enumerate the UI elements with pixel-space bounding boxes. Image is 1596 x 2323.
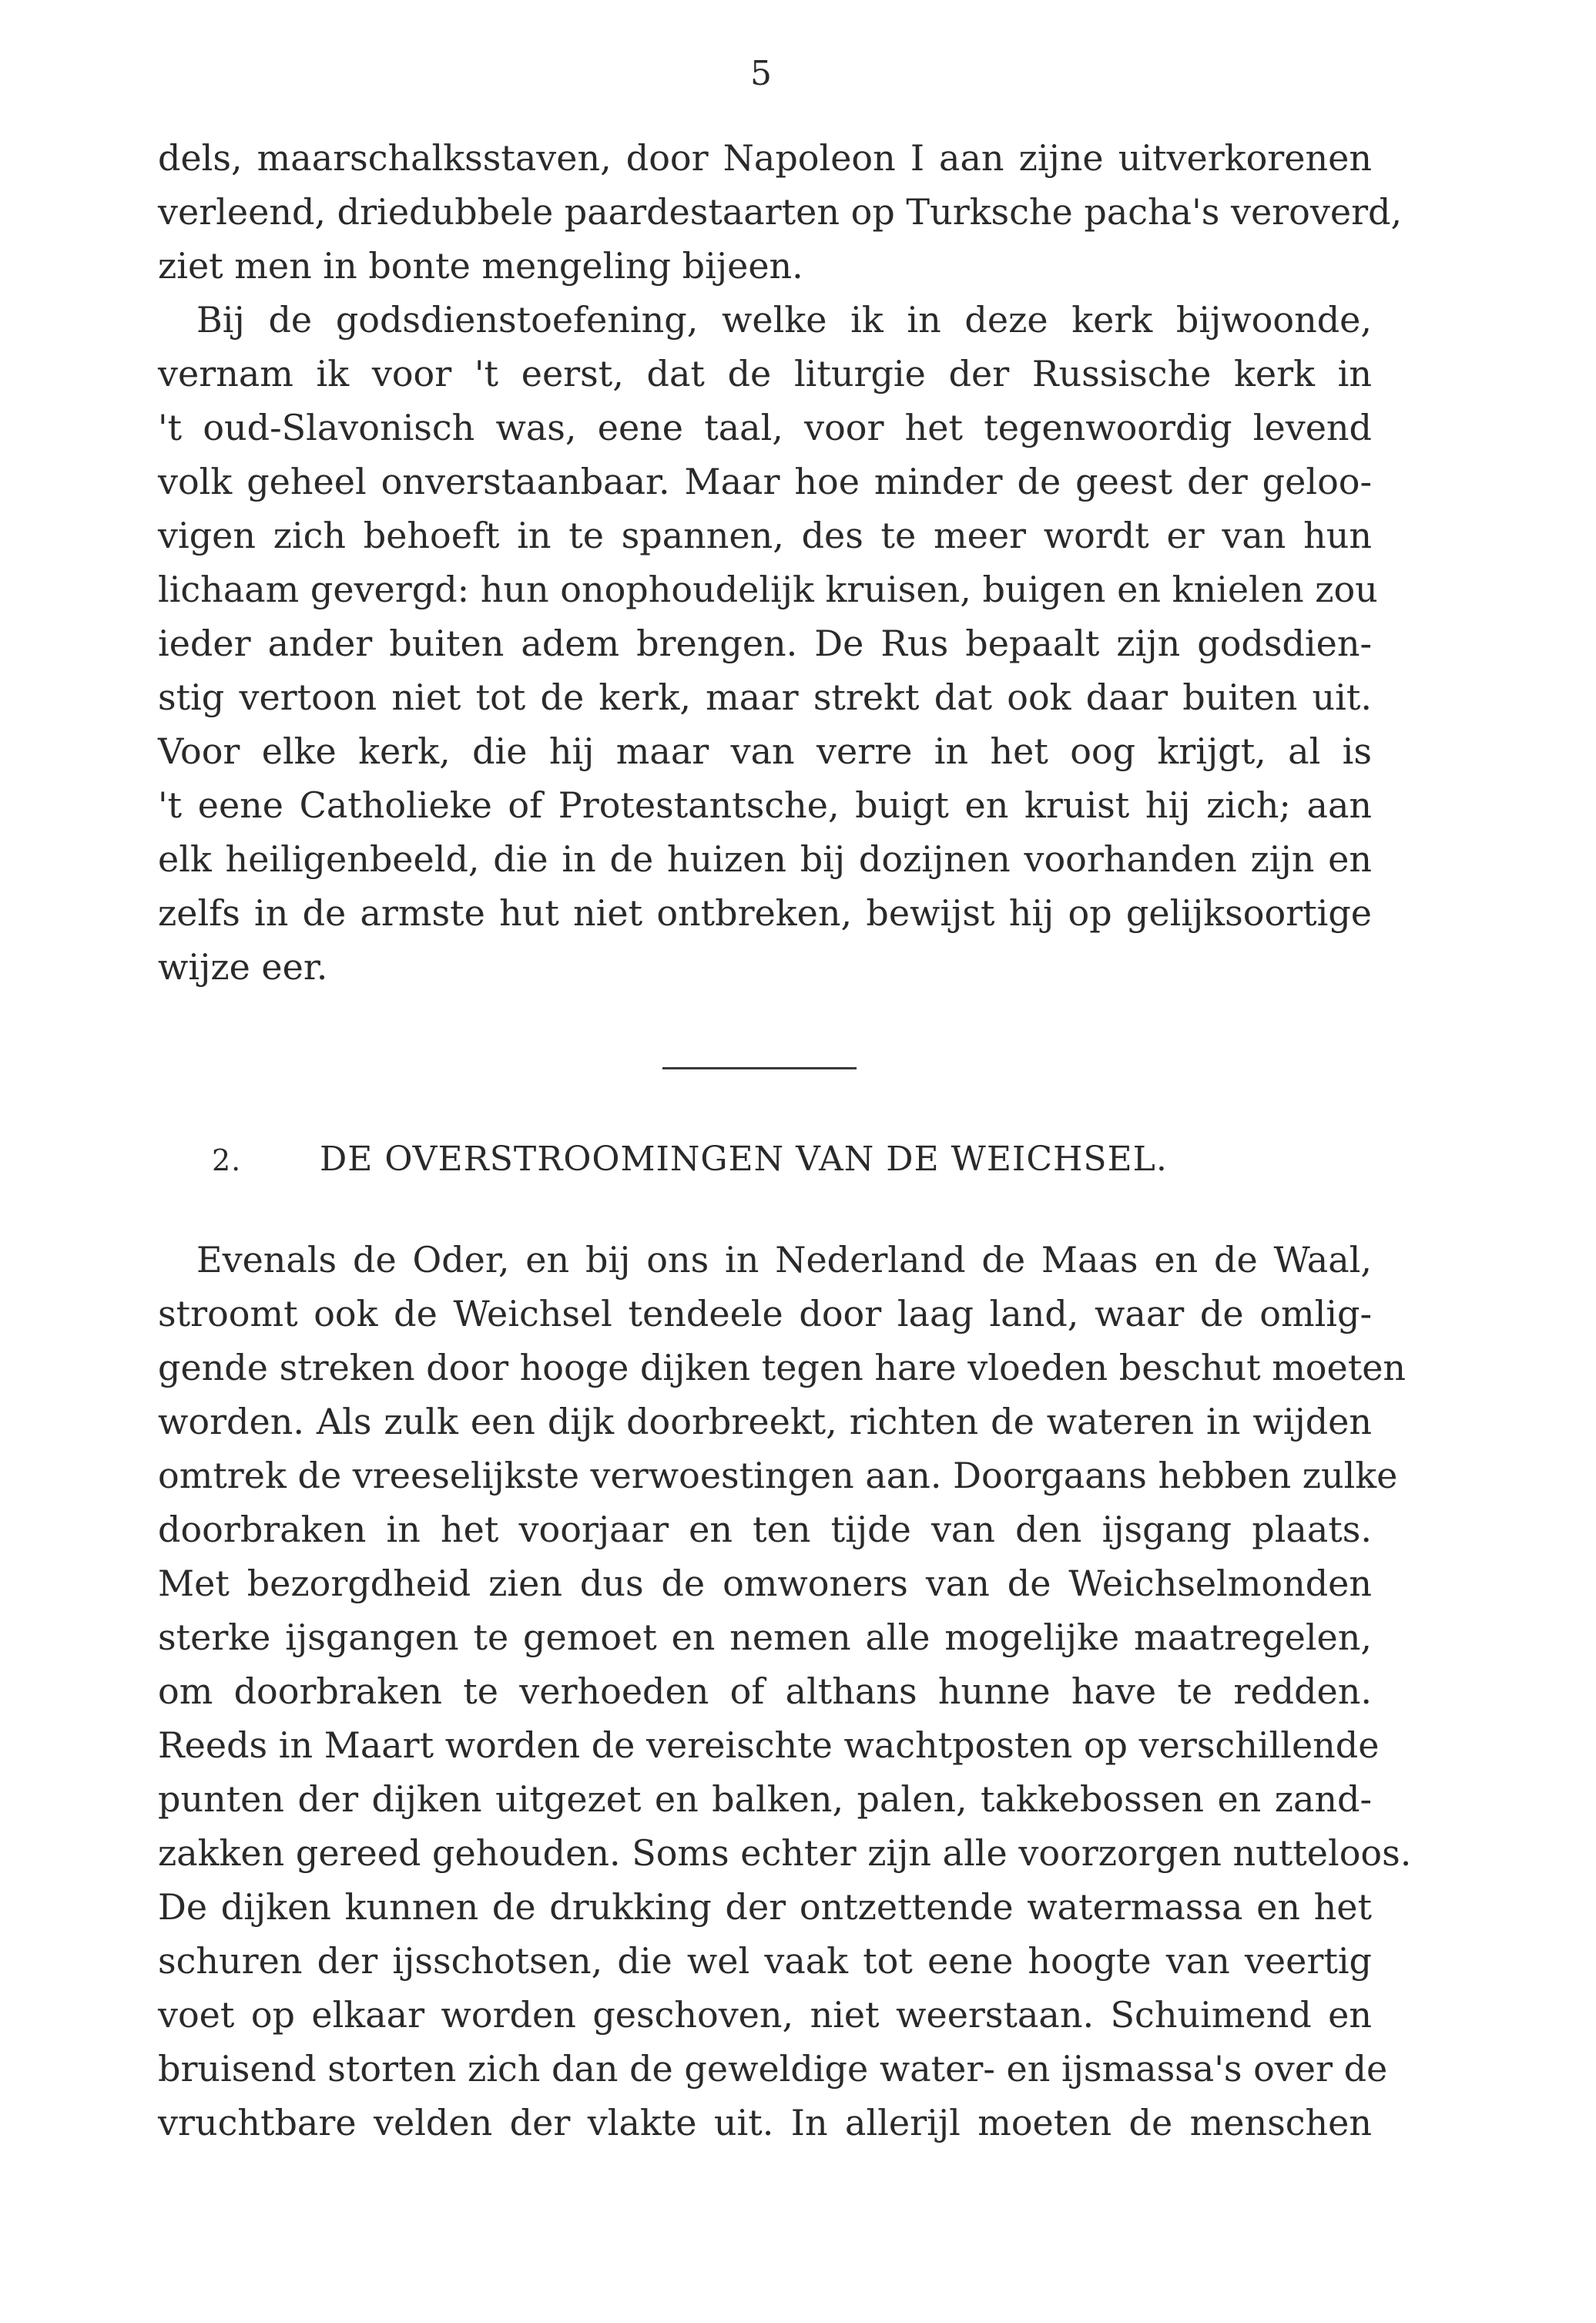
text-line: elk heiligenbeeld, die in de huizen bij dozijnen voorhanden zijn en — [158, 838, 1372, 880]
page-number: 5 — [750, 54, 772, 93]
text-line: om doorbraken te verhoeden of althans hunne have te redden. — [158, 1670, 1372, 1712]
text-line: sterke ijsgangen te gemoet en nemen alle mogelijke maatregelen, — [158, 1616, 1372, 1658]
text-line: vernam ik voor 't eerst, dat de liturgie der Russische kerk in — [158, 353, 1372, 394]
text-line: verleend, driedubbele paardestaarten op Turksche pacha's veroverd, — [158, 191, 1403, 233]
text-line: Evenals de Oder, en bij ons in Nederland de Maas en de Waal, — [196, 1239, 1372, 1281]
paragraph-liturgy — [158, 293, 1378, 994]
text-line: 't oud-Slavonisch was, eene taal, voor het tegenwoordig levend — [158, 407, 1372, 448]
text-line: ziet men in bonte mengeling bijeen. — [158, 245, 803, 287]
text-line: voet op elkaar worden geschoven, niet weerstaan. Schuimend en — [158, 1994, 1372, 2036]
text-line: omtrek de vreeselijkste verwoestingen aan. Doorgaans hebben zulke — [158, 1455, 1398, 1496]
text-line: stroomt ook de Weichsel tendeele door laag land, waar de omlig- — [158, 1293, 1372, 1334]
text-line: 't eene Catholieke of Protestantsche, buigt en kruist hij zich; aan — [158, 784, 1372, 826]
text-line: worden. Als zulk een dijk doorbreekt, richten de wateren in wijden — [158, 1401, 1372, 1442]
text-line: doorbraken in het voorjaar en ten tijde van den ijsgang plaats. — [158, 1509, 1372, 1550]
text-line: Voor elke kerk, die hij maar van verre in het oog krijgt, al is — [158, 730, 1372, 772]
text-line: vigen zich behoeft in te spannen, des te meer wordt er van hun — [158, 515, 1372, 556]
text-line: dels, maarschalksstaven, door Napoleon I aan zijne uitverkorenen — [158, 137, 1372, 179]
text-line: stig vertoon niet tot de kerk, maar strekt dat ook daar buiten uit. — [158, 676, 1372, 718]
text-line: bruisend storten zich dan de geweldige water- en ijsmassa's over de — [158, 2048, 1388, 2090]
section-divider — [662, 1067, 857, 1069]
text-line: lichaam gevergd: hun onophoudelijk kruisen, buigen en knielen zou — [158, 569, 1378, 610]
text-line: punten der dijken uitgezet en balken, palen, takkebossen en zand- — [158, 1778, 1372, 1820]
text-line: volk geheel onverstaanbaar. Maar hoe minder de geest der geloo- — [158, 461, 1372, 502]
text-line: Reeds in Maart worden de vereischte wachtposten op verschillende — [158, 1724, 1380, 1766]
text-line: wijze eer. — [158, 946, 328, 988]
text-line: zelfs in de armste hut niet ontbreken, bewijst hij op gelijksoortige — [158, 892, 1372, 934]
text-line: gende streken door hooge dijken tegen hare vloeden beschut moeten — [158, 1347, 1407, 1388]
text-line: Bij de godsdienstoefening, welke ik in deze kerk bijwoonde, — [196, 299, 1372, 341]
section-number: 2. — [212, 1143, 242, 1177]
text-line: zakken gereed gehouden. Soms echter zijn alle voorzorgen nutteloos. — [158, 1832, 1412, 1874]
text-line: schuren der ijsschotsen, die wel vaak tot eene hoogte van veertig — [158, 1940, 1372, 1982]
text-line: De dijken kunnen de drukking der ontzettende watermassa en het — [158, 1886, 1372, 1928]
text-line: ieder ander buiten adem brengen. De Rus bepaalt zijn godsdien- — [158, 623, 1372, 664]
text-line: Met bezorgdheid zien dus de omwoners van de Weichselmonden — [158, 1563, 1372, 1604]
text-line: vruchtbare velden der vlakte uit. In allerijl moeten de menschen — [158, 2102, 1372, 2143]
paragraph-continuation — [158, 131, 1403, 293]
section-heading — [212, 1133, 1352, 1187]
section-title: DE OVERSTROOMINGEN VAN DE WEICHSEL. — [320, 1140, 1168, 1179]
paragraph-weichsel — [158, 1233, 1412, 2150]
